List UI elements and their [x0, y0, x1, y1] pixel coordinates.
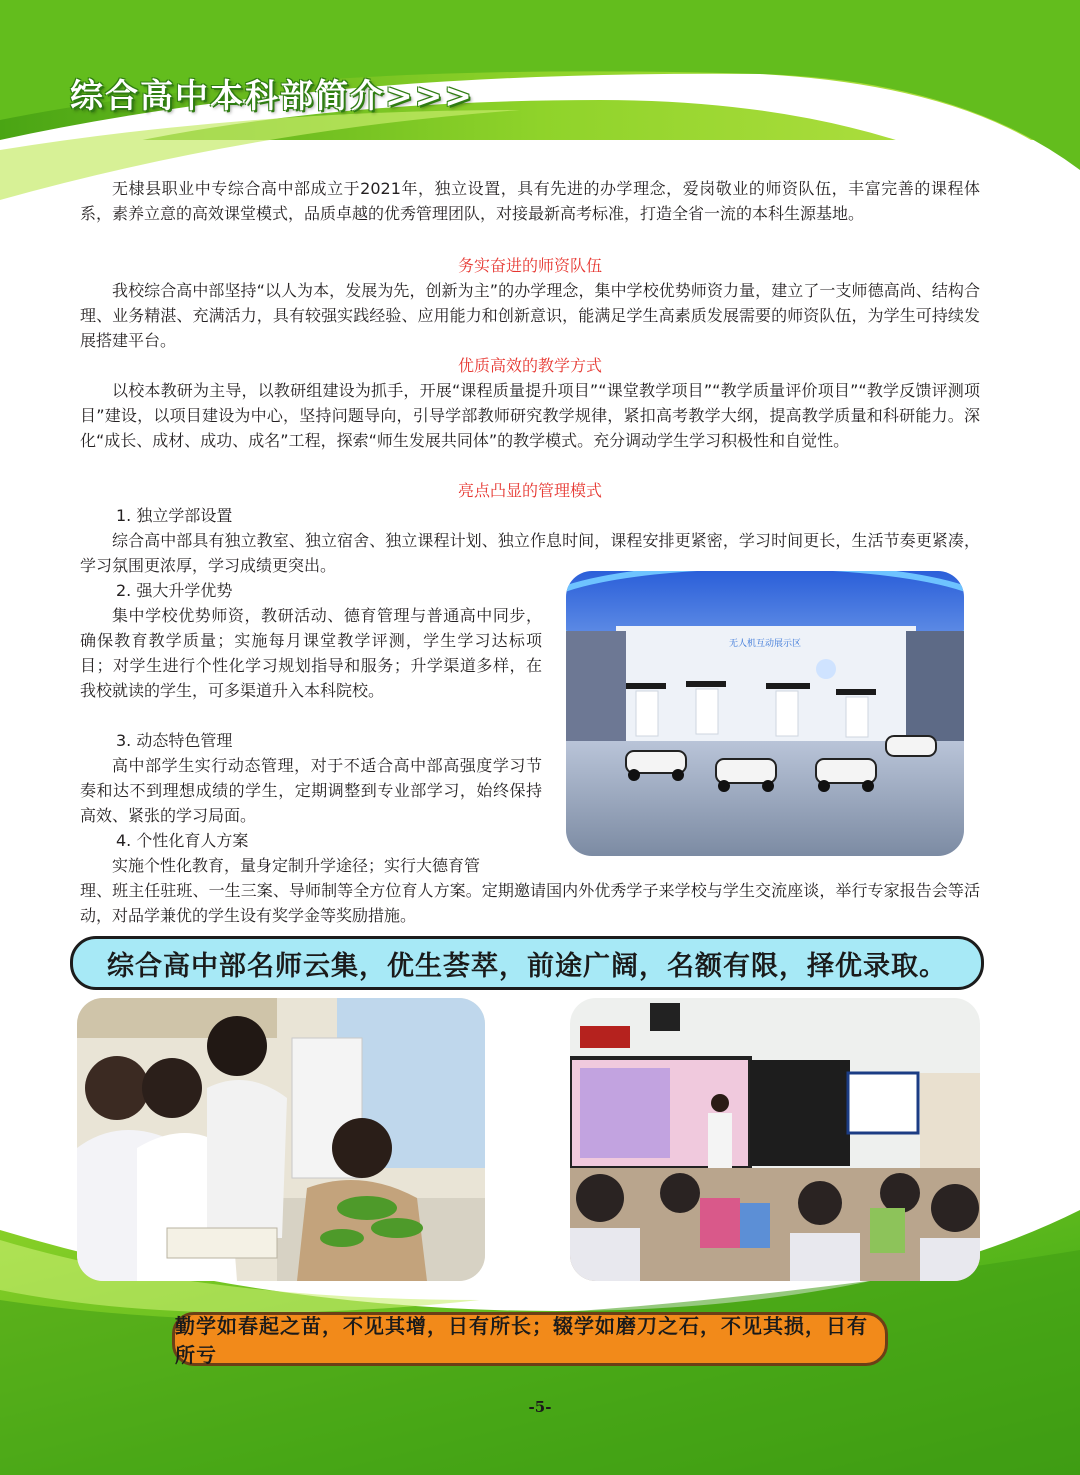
management-item-text-a: 实施个性化教育，量身定制升学途径；实行大德育管: [112, 856, 481, 875]
management-item-title: 1. 独立学部设置: [116, 506, 233, 525]
management-item-text-b: 理、班主任驻班、一生三案、导师制等全方位育人方案。定期邀请国内外优秀学子来学校与学生交流座谈，举行专家报告会等活动，对品学兼优的学生设有奖学金等奖励措施。: [80, 881, 980, 925]
section-teachers: [80, 278, 980, 353]
page-number: -5-: [528, 1398, 552, 1416]
drone-area-sign: 无人机互动展示区: [728, 639, 802, 649]
management-item-title: 4. 个性化育人方案: [116, 831, 249, 850]
section-teaching: [80, 378, 980, 453]
intro-paragraph: [80, 176, 980, 226]
intro-text: 无棣县职业中专综合高中部成立于2021年，独立设置，具有先进的办学理念，爱岗敬业的师资队伍，丰富完善的课程体系，素养立意的高效课堂模式，品质卓越的优秀管理团队，对接最新高考标准，打造全省一流的本科生源基地。: [80, 179, 980, 223]
management-item: [80, 603, 542, 703]
page-title: 综合高中本科部简介>>>: [70, 76, 474, 115]
management-item-continued: [80, 878, 980, 928]
management-item: [80, 753, 542, 828]
section-text: 以校本教研为主导，以教研组建设为抓手，开展“课程质量提升项目”“课堂教学项目”“教学质量评价项目”“教学反馈评测项目”建设，以项目建设为中心，坚持问题导向，引导学部教师研究教学规律，紧扣高考教学大纲，提高教学质量和科研能力。深化“成长、成材、成功、成名”工程，探索“师生发展共同体”的教学模式。充分调动学生学习积极性和自觉性。: [80, 381, 980, 450]
photo-students-studying: [77, 998, 485, 1281]
motto-banner: 勤学如春起之苗，不见其增，日有所长；辍学如磨刀之石，不见其损，日有所亏: [172, 1312, 888, 1366]
management-item-text: 综合高中部具有独立教室、独立宿舍、独立课程计划、独立作息时间，课程安排更紧密，学习时间更长，生活节奏更紧凑，学习氛围更浓厚，学习成绩更突出。: [80, 531, 980, 575]
section-heading-management: 亮点凸显的管理模式: [457, 481, 602, 500]
management-item-text: 高中部学生实行动态管理，对于不适合高中部高强度学习节奏和达不到理想成绩的学生，定期调整到专业部学习，始终保持高效、紧张的学习局面。: [80, 756, 542, 825]
section-heading-teachers: 务实奋进的师资队伍: [457, 256, 602, 275]
slogan-banner: 综合高中部名师云集，优生荟萃，前途广阔，名额有限，择优录取。: [70, 936, 984, 990]
management-item-title: 2. 强大升学优势: [116, 581, 233, 600]
management-item: [80, 853, 542, 878]
management-item-title: 3. 动态特色管理: [116, 731, 233, 750]
section-heading-teaching: 优质高效的教学方式: [457, 356, 602, 375]
management-item-text: 集中学校优势师资，教研活动、德育管理与普通高中同步，确保教育教学质量；实施每月课堂教学评测，学生学习达标项目；对学生进行个性化学习规划指导和服务；升学渠道多样，在我校就读的学生，可多渠道升入本科院校。: [80, 606, 542, 700]
photo-classroom: [570, 998, 980, 1281]
section-text: 我校综合高中部坚持“以人为本，发展为先，创新为主”的办学理念，集中学校优势师资力量，建立了一支师德高尚、结构合理、业务精湛、充满活力，具有较强实践经验、应用能力和创新意识，能满足学生高素质发展需要的师资队伍，为学生可持续发展搭建平台。: [80, 281, 980, 350]
photo-drone-showroom: [566, 571, 964, 856]
